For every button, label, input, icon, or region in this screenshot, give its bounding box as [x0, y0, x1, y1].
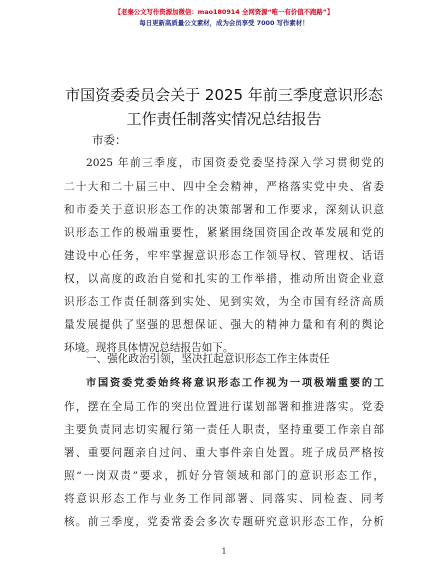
- salutation: 市委：: [92, 133, 127, 147]
- intro-paragraph-line: 建设中心任务，牢牢掌握意识形态工作领导权、管理权、话语: [64, 250, 384, 262]
- promo-banner-line-1: 【老秦公文写作资源加微信：mao180914 全网资源“唯一有价值不跑路”】: [114, 8, 334, 16]
- page-number: 1: [221, 547, 227, 556]
- intro-paragraph-line: 和市委关于意识形态工作的决策部署和工作要求，深刻认识意: [64, 204, 384, 216]
- section-paragraph-line: 主要负责同志切实履行第一责任人职责，坚持重要工作亲自部: [64, 424, 384, 436]
- intro-paragraph-line: 识形态工作责任制落到实处、见到实效，为全市国有经济高质: [64, 296, 384, 308]
- intro-paragraph-line: 识形态工作的极端重要性，紧紧围绕国资国企改革发展和党的: [64, 227, 384, 239]
- section-paragraph-line: 核。前三季度，党委常委会多次专题研究意识形态工作，分析: [64, 516, 384, 528]
- section-lead-sentence: 市国资委党委始终将意识形态工作视为一项极端重要的工: [86, 378, 384, 389]
- document-title-line-2: 工作责任制落实情况总结报告: [126, 110, 322, 128]
- section-paragraph-line: 照“一岗双责”要求，抓好分管领域和部门的意识形态工作，: [64, 470, 384, 482]
- section-heading: 一、强化政治引领，坚决扛起意识形态工作主体责任: [86, 353, 330, 365]
- intro-paragraph-line: 二十大和二十届三中、四中全会精神，严格落实党中央、省委: [64, 181, 384, 193]
- promo-banner-line-2: 每日更新高质量公文素材，成为会员享受 7000 写作素材！: [139, 19, 309, 27]
- intro-paragraph-line: 量发展提供了坚强的思想保证、强大的精神力量和有利的舆论: [64, 319, 384, 331]
- section-paragraph-line: 署、重要问题亲自过问、重大事件亲自处置。班子成员严格按: [64, 447, 384, 459]
- intro-paragraph-line: 权，以高度的政治自觉和扎实的工作举措，推动所出资企业意: [64, 273, 384, 285]
- intro-paragraph-line: 2025 年前三季度，市国资委党委坚持深入学习贯彻党的: [86, 157, 384, 169]
- intro-paragraph-line: 环境。现将具体情况总结报告如下。: [64, 342, 234, 354]
- section-paragraph-line: 将意识形态工作与业务工作同部署、同落实、同检查、同考: [64, 493, 384, 505]
- document-title-line-1: 市国资委委员会关于 2025 年前三季度意识形态: [65, 86, 383, 104]
- section-paragraph-line: 作，摆在全局工作的突出位置进行谋划部署和推进落实。党委: [64, 401, 384, 413]
